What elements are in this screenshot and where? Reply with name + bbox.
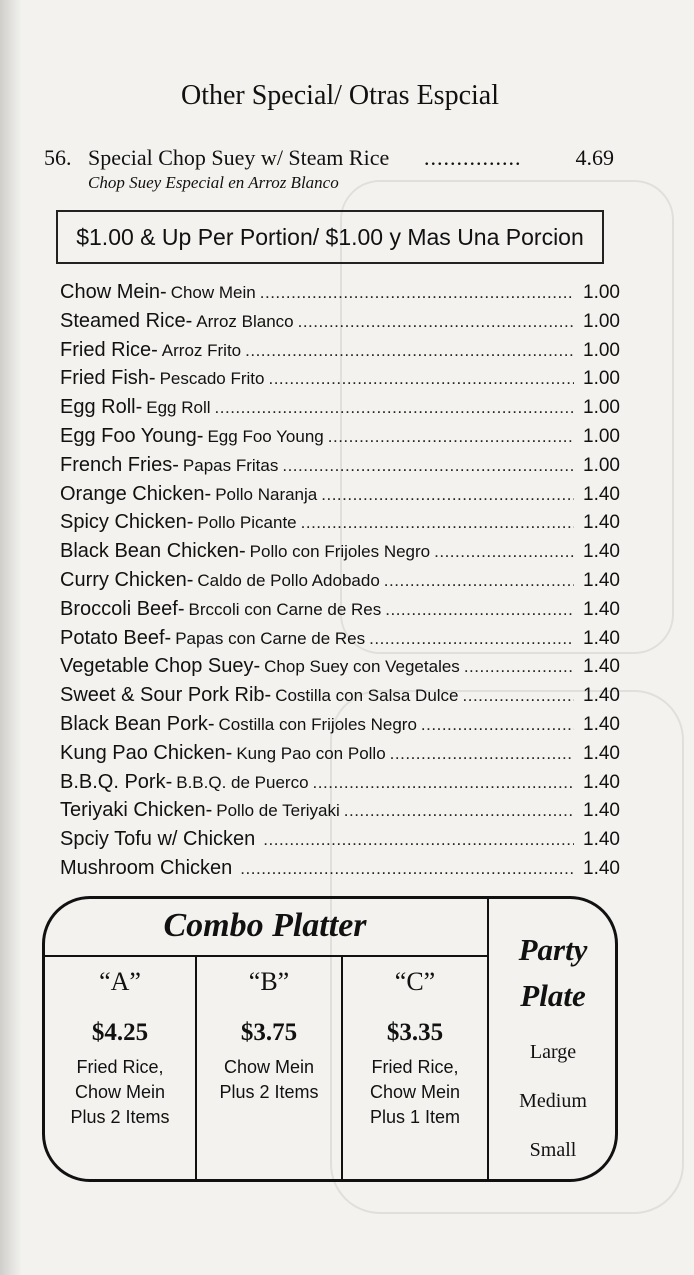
combo-letter: “A” bbox=[99, 967, 141, 996]
dot-leader bbox=[313, 773, 574, 793]
dot-leader bbox=[421, 715, 574, 735]
menu-item-spanish: Arroz Frito bbox=[161, 340, 242, 360]
menu-item-spanish: Kung Pao con Pollo bbox=[236, 743, 386, 763]
dot-leader bbox=[384, 571, 574, 591]
menu-item-name: Chow Mein- bbox=[60, 281, 167, 303]
party-title-line: Party bbox=[518, 932, 588, 967]
menu-item-spanish: Costilla con Frijoles Negro bbox=[218, 714, 417, 734]
item-price: 4.69 bbox=[575, 145, 614, 170]
menu-item-name: Steamed Rice- bbox=[60, 309, 193, 332]
menu-item bbox=[60, 310, 620, 339]
combo-option-c bbox=[343, 959, 487, 1130]
menu-item bbox=[60, 598, 620, 627]
combo-platter-box bbox=[42, 896, 618, 1182]
dot-leader bbox=[215, 398, 574, 418]
menu-item-name: Curry Chicken- bbox=[60, 568, 194, 591]
menu-item bbox=[60, 569, 620, 598]
menu-item bbox=[60, 684, 620, 713]
combo-price: $3.75 bbox=[240, 1019, 298, 1046]
menu-item-price: 1.40 bbox=[583, 598, 620, 620]
dot-leader bbox=[321, 485, 574, 505]
dot-leader bbox=[385, 600, 574, 620]
menu-item-name: Potato Beef- bbox=[60, 626, 172, 649]
menu-item-spanish: Caldo de Pollo Adobado bbox=[197, 570, 380, 590]
menu-item-spanish: Chow Mein bbox=[170, 283, 256, 302]
dot-leader bbox=[434, 542, 574, 562]
combo-price: $4.25 bbox=[91, 1019, 149, 1046]
menu-item-price: 1.40 bbox=[583, 742, 620, 764]
menu-item-spanish: Egg Roll bbox=[146, 398, 211, 418]
dot-leader bbox=[301, 513, 574, 533]
menu-item bbox=[60, 425, 620, 454]
combo-desc-line: Plus 2 Items bbox=[219, 1082, 319, 1102]
menu-item-price: 1.40 bbox=[583, 541, 620, 563]
menu-item-price: 1.40 bbox=[583, 656, 620, 678]
menu-item-name: Egg Foo Young- bbox=[60, 424, 204, 447]
dot-leader bbox=[463, 686, 574, 706]
combo-price: $3.35 bbox=[386, 1019, 444, 1046]
menu-item bbox=[60, 828, 620, 857]
dot-leader bbox=[282, 456, 574, 476]
dot-leader bbox=[369, 629, 574, 649]
dot-leader bbox=[298, 312, 574, 332]
menu-item-price: 1.00 bbox=[583, 397, 620, 419]
dot-leader bbox=[260, 283, 574, 303]
menu-item-price: 1.00 bbox=[583, 454, 620, 476]
menu-item bbox=[60, 396, 620, 425]
menu-item-spanish: Costilla con Salsa Dulce bbox=[275, 686, 459, 706]
menu-item-name: Orange Chicken- bbox=[60, 482, 212, 505]
menu-item-spanish: Papas con Carne de Res bbox=[175, 628, 366, 648]
menu-item-name: Vegetable Chop Suey- bbox=[60, 655, 261, 678]
combo-desc-line: Chow Mein bbox=[369, 1082, 461, 1102]
menu-item-spanish: Pescado Frito bbox=[159, 369, 265, 389]
menu-item bbox=[60, 655, 620, 684]
menu-item bbox=[60, 339, 620, 368]
party-size-large: Large bbox=[529, 1041, 577, 1063]
party-size-small: Small bbox=[529, 1139, 577, 1161]
menu-item-price: 1.40 bbox=[583, 512, 620, 534]
menu-item-price: 1.40 bbox=[583, 713, 620, 735]
menu-item bbox=[60, 857, 620, 886]
menu-item-spanish: Egg Foo Young bbox=[207, 426, 324, 446]
menu-item-price: 1.40 bbox=[583, 569, 620, 591]
menu-item bbox=[60, 540, 620, 569]
menu-item-name: Mushroom Chicken bbox=[60, 856, 233, 879]
dot-leader bbox=[328, 427, 574, 447]
party-plate-title bbox=[489, 927, 617, 1019]
menu-item-name: Spciy Tofu w/ Chicken bbox=[60, 828, 256, 851]
menu-item-price: 1.40 bbox=[583, 483, 620, 505]
menu-item-price: 1.40 bbox=[583, 800, 620, 822]
item-subtitle: Chop Suey Especial en Arroz Blanco bbox=[88, 173, 339, 192]
menu-item bbox=[60, 454, 620, 483]
dot-leader bbox=[240, 859, 574, 879]
menu-item-spanish: Papas Fritas bbox=[182, 455, 279, 475]
menu-item-price: 1.00 bbox=[583, 282, 620, 303]
menu-item-name: Fried Fish- bbox=[60, 367, 156, 390]
item-leader: ............... bbox=[424, 145, 522, 170]
item-name: Special Chop Suey w/ Steam Rice bbox=[88, 145, 390, 170]
party-size-medium: Medium bbox=[519, 1090, 587, 1112]
menu-item-price: 1.40 bbox=[583, 627, 620, 649]
menu-item-spanish: Brccoli con Carne de Res bbox=[188, 599, 382, 619]
dot-leader bbox=[464, 657, 574, 677]
menu-item-price: 1.40 bbox=[583, 829, 620, 851]
menu-item-spanish: Pollo con Frijoles Negro bbox=[249, 542, 431, 562]
menu-item bbox=[60, 713, 620, 742]
page-fold-shadow bbox=[0, 0, 22, 1275]
menu-item bbox=[60, 483, 620, 512]
combo-letter: “B” bbox=[248, 967, 290, 996]
menu-item-name: B.B.Q. Pork- bbox=[60, 770, 173, 793]
menu-item-spanish: Pollo de Teriyaki bbox=[216, 801, 340, 821]
menu-item-price: 1.00 bbox=[583, 310, 620, 332]
menu-item-name: Broccoli Beef- bbox=[60, 597, 185, 620]
party-title-line: Plate bbox=[520, 978, 586, 1013]
menu-item-name: Kung Pao Chicken- bbox=[60, 741, 233, 764]
dot-leader bbox=[263, 830, 574, 850]
combo-desc-line: Fried Rice, bbox=[76, 1057, 164, 1077]
page-title: Other Special/ Otras Espcial bbox=[180, 80, 499, 111]
menu-item-price: 1.00 bbox=[583, 368, 620, 390]
combo-divider bbox=[45, 955, 487, 957]
dot-leader bbox=[390, 744, 574, 764]
combo-desc-line: Plus 1 Item bbox=[369, 1107, 461, 1127]
menu-item-price: 1.40 bbox=[583, 771, 620, 793]
side-order-list bbox=[60, 281, 620, 886]
menu-item-spanish: Arroz Blanco bbox=[196, 311, 294, 331]
menu-item-name: Sweet & Sour Pork Rib- bbox=[60, 684, 272, 707]
menu-item-name: French Fries- bbox=[60, 453, 179, 476]
menu-item-name: Black Bean Pork- bbox=[60, 712, 215, 735]
menu-item-name: Spicy Chicken- bbox=[60, 511, 194, 534]
menu-item-name: Fried Rice- bbox=[60, 338, 158, 361]
menu-item bbox=[60, 511, 620, 540]
menu-item-spanish: Chop Suey con Vegetales bbox=[264, 657, 460, 677]
combo-title: Combo Platter bbox=[163, 907, 367, 944]
menu-item-spanish: Pollo Picante bbox=[197, 513, 297, 533]
menu-item-spanish: B.B.Q. de Puerco bbox=[176, 772, 309, 792]
dot-leader bbox=[344, 801, 574, 821]
menu-item bbox=[60, 742, 620, 771]
combo-option-b bbox=[197, 959, 341, 1105]
portion-banner: $1.00 & Up Per Portion/ $1.00 y Mas Una Porcion bbox=[56, 210, 604, 264]
menu-item-spanish: Pollo Naranja bbox=[215, 484, 318, 504]
menu-item-name: Egg Roll- bbox=[60, 396, 143, 419]
menu-item bbox=[60, 281, 620, 310]
menu-item-price: 1.40 bbox=[583, 685, 620, 707]
dot-leader bbox=[245, 341, 574, 361]
menu-item-name: Teriyaki Chicken- bbox=[60, 799, 213, 822]
menu-item-name: Black Bean Chicken- bbox=[60, 540, 246, 563]
combo-desc-line: Chow Mein bbox=[74, 1082, 166, 1102]
combo-desc-line: Plus 2 Items bbox=[70, 1107, 170, 1127]
combo-letter: “C” bbox=[394, 967, 436, 996]
combo-option-a bbox=[45, 959, 195, 1130]
dot-leader bbox=[268, 369, 574, 389]
menu-item-price: 1.40 bbox=[583, 857, 620, 879]
item-number: 56. bbox=[44, 145, 72, 170]
menu-item bbox=[60, 627, 620, 656]
menu-item bbox=[60, 367, 620, 396]
menu-item-price: 1.00 bbox=[583, 339, 620, 361]
menu-item-price: 1.00 bbox=[583, 425, 620, 447]
menu-item bbox=[60, 799, 620, 828]
combo-desc-line: Chow Mein bbox=[223, 1057, 315, 1077]
combo-desc-line: Fried Rice, bbox=[371, 1057, 459, 1077]
menu-item bbox=[60, 771, 620, 800]
